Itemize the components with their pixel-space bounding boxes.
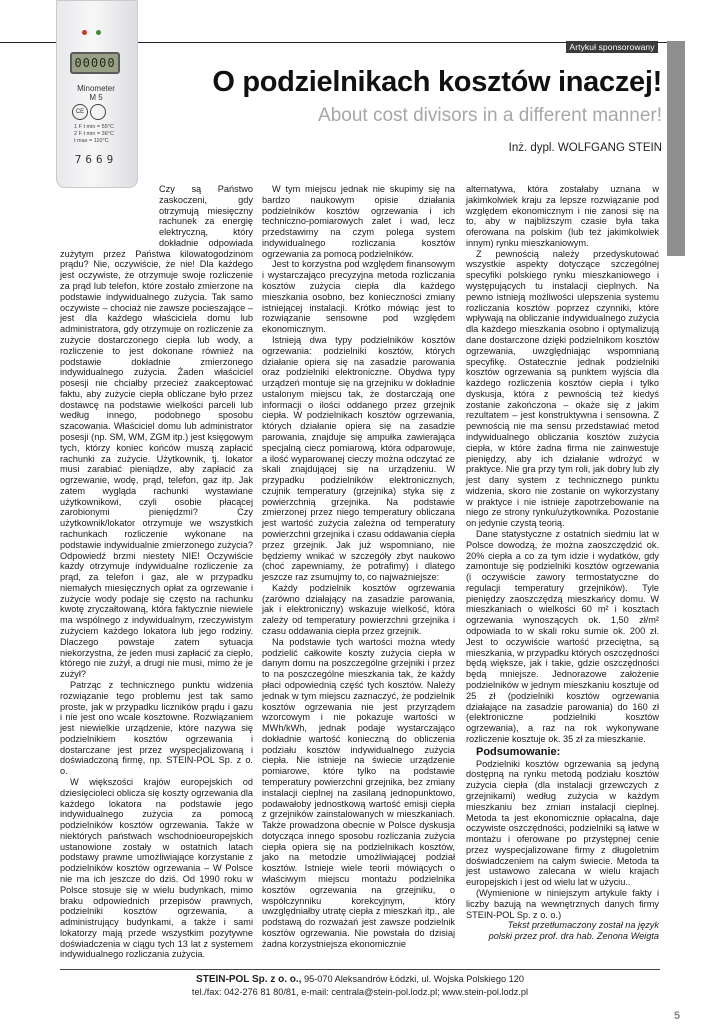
paragraph: Podzielniki kosztów ogrzewania są jedyną dostępną na rynku metodą podziału kosztów zużycia ciepła (dla instalacji grzewczych z grzejnikami) według zużycia w każdym mieszkaniu bez zmian instalacji cieplnej. Metoda ta jest ekonomicznie opłacalna, daje oczywiste oszczędności, podzielniki są łatwe w montażu i oferowane po przystępnej cenie przez wyspecjalizowane firmy z długoletnim doświadczeniem na całym świecie. Metoda ta jest ustawowo zalecana w wielu krajach europejskich i jest od wielu lat w użyciu..	[466, 758, 659, 888]
footer-contact: tel./fax: 042-276 81 80/81, e-mail: centrala@stein-pol.lodz.pl; www.stein-pol.lodz.pl	[191, 987, 529, 997]
paragraph: Jest to korzystna pod względem finansowym i wystarczająco precyzyjna metoda rozliczania kosztów zużycia ciepła dla każdego mieszkania osobno, bez konieczności zmiany istniejącej instalacji. Krótko mówiąc jest to rozwiązanie sensowne pod względem ekonomicznym.	[262, 259, 455, 335]
sponsored-tag: Artykuł sponsorowany	[566, 41, 658, 53]
paragraph: alternatywa, która zostałaby uznana w jakimkolwiek kraju za lepsze rozwiązanie pod względem ekonomicznym i nie zanosi się na to, aby w najbliższym czasie była taka oferowana na polskim (lub też jakimkolwiek innym) rynku mieszkaniowym.	[466, 184, 659, 248]
article-author: Inż. dypl. WOLFGANG STEIN	[508, 142, 662, 154]
device-serial: 7669	[74, 153, 118, 166]
article-title: O podzielnikach kosztów inaczej!	[212, 66, 662, 98]
footer-rule	[60, 969, 660, 970]
summary-heading: Podsumowanie:	[476, 745, 561, 758]
sidebar-bar	[667, 41, 685, 256]
article-subtitle: About cost divisors in a different manner!	[318, 105, 662, 126]
paragraph: Patrząc z technicznego punktu widzenia rozwiązanie tego problemu jest tak samo proste, jak w przypadku liczników prądu i gazu i nie jest ono wcale kosztowne. Rozwiązaniem jest niewielkie urządzenie, które nazywa się podzielnikiem kosztów ogrzewania i dostarczane jest przez wyspecjalizowaną i doświadczoną firmę, np. STEIN-POL Sp. z o. o.	[60, 679, 253, 777]
paragraph: Dane statystyczne z ostatnich siedmiu lat w Polsce dowodzą, że można zaoszczędzić ok. 20% ciepła a co za tym idzie i wydatków, gdy zamontuje się podzielniki kosztów ogrzewania (i oczywiście zawory termostatyczne do regulacji temperatury grzejników). Tyle pieniędzy zaoszczędzą mieszkańcy domu. W mieszkaniach o wielkości 60 m² i kosztach ogrzewania wynoszących ok. 1,50 zł/m² odpowiada to w skali roku sumie ok. 200 zł. Jest to oczywiście wartość przeciętna, są mieszkania, w przypadku których oszczędności będą większe, jak i takie, gdzie oszczędności będą mniejsze. Jednorazowe założenie podzielników w jednym mieszkaniu kosztuje od 25 zł (podzielniki kosztów ogrzewania działające na zasadzie parowania) do 160 zł (elektroniczne podzielniki kosztów ogrzewania), a raz na rok wykonywane rozliczenie kosztuje ok. 35 zł za mieszkanie.	[466, 529, 659, 744]
certification-icon	[90, 104, 106, 120]
text-column-1	[60, 184, 253, 960]
translation-credit: polski przez prof. dra hab. Zenona Weigta	[488, 931, 659, 942]
device-model-number: M 5	[89, 93, 103, 102]
text-column-3	[466, 184, 659, 942]
text-column-2	[262, 184, 455, 949]
paragraph: Na podstawie tych wartości można wtedy podzielić całkowite koszty zużycia ciepła w danym domu na poszczególne grzejniki i przez to na poszczególne mieszkania tak, że każdy płaci odpowiednią część tych kosztów. Należy jednak w tym miejscu zaznaczyć, że podzielnik kosztów ogrzewania nie jest przyrządem wzorcowym i nie pokazuje wartości w MWh/kWh, jednak podaje wystarczająco dokładnie wartość konieczną do obliczenia podziału kosztów indywidualnego zużycia ciepła. Nie istnieje na świecie urządzenie pomiarowe, które tylko na podstawie temperatury powierzchni grzejnika, bez zmiany instalacji cieplnej na zasilaną jednopunktowo, podawałoby jednostkową wartość emisji ciepła z grzejników zainstalowanych w mieszkaniach. Także prowadzona obecnie w Polsce dyskusja dotycząca innego sposobu rozliczania zużycia ciepła opiera się na podzielnikach kosztów, jako na metodzie umożliwiającej podział kosztów. Istnieje wiele teorii mówiących o właściwym miejscu montażu podzielnika kosztów ogrzewania na grzejniku, o współczynniku korekcyjnym, który uwzględniałby utratę ciepła z mieszkań itp., ale podstawą do rozważań jest zawsze podzielnik kosztów ogrzewania. Nie powstała do dzisiaj żadna korzystniejsza ekonomicznie	[262, 636, 455, 949]
footer-address	[60, 974, 660, 985]
paragraph: W tym miejscu jednak nie skupimy się na bardzo naukowym opisie działania podzielników kosztów ogrzewania i ich techniczno-pomiarowych zalet i wad, lecz przedstawimy na czym polega system indywidualnego rozliczania kosztów ogrzewania za pomocą podzielników.	[262, 184, 455, 259]
footer-company: STEIN-POL Sp. z o. o.,	[196, 974, 302, 985]
device-spec-3: t max = 110°C	[74, 138, 109, 144]
device-spec-1: 1 F t min = 55°C	[74, 124, 114, 130]
device-display: 00000	[70, 52, 120, 74]
photo-wrap-space	[60, 184, 159, 238]
paragraph: Z pewnością należy przedyskutować wszystkie aspekty dotyczące szczególnej specyfiki polskiego rynku mieszkaniowego i występujących tu instalacji cieplnych. Na pewno istnieją możliwości ulepszenia systemu rozliczania kosztów poprzez czynniki, które wpływają na obliczanie indywidualnego zużycia dla każdego mieszkania osobno i optymalizują dane dostarczone dzięki podzielnikom kosztów ogrzewania, uwzględniając wspomnianą specyfikę. Ostatecznie jednak podzielniki kosztów ogrzewania są punktem wyjścia dla każdego rozliczenia kosztów ciepła i tylko dyskusja, która z pewnością też kiedyś zostanie zakończona – okaże się z jakim rezultatem – jest konstruktywna i sensowna. Z pewnością nie ma sensu przedstawiać metod indywidualnego obliczania kosztów zużycia ciepła, w które żadna firma nie zainwestuje pieniędzy, aby ich działanie wdrożyć w praktyce. Nie gra przy tym roli, jak dobry lub zły jest dany system z technicznego punktu widzenia, skoro nie zostanie on wykorzystany w praktyce i nie istnieje zapotrzebowanie na niego ze strony rynku/użytkownika. Pozostanie on jedynie czystą teorią.	[466, 248, 659, 529]
translation-credit: Tekst przetłumaczony został na język	[507, 920, 659, 931]
ce-mark: CE	[72, 104, 88, 120]
paragraph: Każdy podzielnik kosztów ogrzewania (zarówno działający na zasadzie parowania, jak i elektroniczny) wskazuje wielkość, która zależy od temperatury powierzchni grzejnika i czasu oddawania ciepła przez grzejnik.	[262, 582, 455, 637]
device-model-name: Minometer	[77, 84, 115, 93]
heat-cost-divisor-photo	[56, 0, 138, 188]
paragraph: W większości krajów europejskich od dziesięcioleci oblicza się koszty ogrzewania dla każdego lokatora na podstawie jego indywidualnego zużycia za pomocą podzielników kosztów ogrzewania. Także w niektórych państwach wschodnioeuropejskich ustanowione zostały w ostatnich latach podstawy prawne umożliwiające korzystanie z podzielników kosztów ogrzewania – W Polsce nie ma ich jeszcze do dziś. Od 1990 roku w Polsce stosuje się w wielu budynkach, mimo braku odpowiednich przepisów prawnych, podzielniki kosztów ogrzewania, a administrujący budynkami, a także i sami lokatorzy mają przede wszystkim pozytywne doświadczenia w ciągu tych 13 lat z systemem indywidualnego rozliczania zużycia.	[60, 776, 253, 960]
paragraph: Czy są Państwo zaskoczeni, gdy otrzymują miesięczny rachunek za energię elektryczną, który dokładnie odpowiada zużytym przez Państwa kilowatogodzinom prądu? Nie, oczywiście, że nie! Dla każdego jest oczywiste, że otrzymuje swoje rozliczenie za prąd lub telefon, które zostało zmierzone na podstawie indywidualnego zużycia. Tak samo oczywiste – chociaż nie zawsze pocieszające – jest dla każdego właściciela domu lub administratora, gdy otrzymuje on rozliczenie za zużycie dostarczonego ciepła lub wody, a rozliczenie to jest dokonane również na podstawie dokładnie zmierzonego indywidualnego zużycia. Żaden właściciel posesji nie chciałby przecież zaakceptować faktu, aby zużycie ciepła obliczane było przez dostawcę na podstawie wielkości parceli lub według innego, podobnego sposobu szacowania. Właściciel domu lub administrator posesji (np. SM, WM, ZGM itp.) jest księgowym tych, którzy koniec końców muszą zapłacić rachunki za zużycie. Użytkownik, tj. lokator musi zarabiać pieniądze, aby zapłacić za ogrzewanie, wodę, prąd, telefon, gaz itp. Jak zatem wygląda rachunki wystawiane użytkownikowi, czyli osobie płacącej zarobionymi pieniędzmi? Czy użytkownik/lokator otrzymuje we wszystkich rachunkach rozliczenie wykonane na podstawie indywidualnie zmierzonego zużycia? Odpowiedź brzmi niestety NIE! Oczywiście każdy otrzymuje indywidualne rozliczenie za prąd, za telefon i gaz, ale w przypadku niemałych miesięcznych opłat za ogrzewanie i zużycie wody podaje się często na rachunku kwotę zryczałtowaną, która faktycznie niewiele ma wspólnego z indywidualnym, rzeczywistym zużyciem każdego lokatora lub jego rodziny. Dlaczego powstaje zatem sytuacja niekorzystna, że jeden musi zapłacić za ciepło, którego nie zużył, a drugi nie musi, mimo że je zużył?	[60, 184, 253, 680]
red-led-icon	[82, 30, 87, 35]
device-spec-2: 2 F t min = 36°C	[74, 131, 114, 137]
paragraph: Istnieją dwa typy podzielników kosztów ogrzewania: podzielniki kosztów, których działanie opiera się na zasadzie parowania oraz podzielniki elektroniczne. Obydwa typy urządzeń montuje się na grzejniku w dokładnie ustalonym miejscu tak, że dostarczają one informacji o ilości oddanego przez grzejnik ciepła. W podzielnikach kosztów ogrzewania, których działanie opiera się na zasadzie parowania, znajduje się ampułka zawierająca specjalną ciecz pomiarową, która odparowuje, a ilość wyparowanej cieczy można odczytać ze skali znajdującej się na urządzeniu. W przypadku podzielników elektronicznych, czujnik temperatury (grzejnika) styka się z powierzchnią grzejnika. Na podstawie zmierzonej przez niego temperatury obliczana jest wartość zużycia zależna od temperatury powierzchni grzejnika i czasu oddawania ciepła przez grzejnik. Jak już wspomniano, nie będziemy wnikać w szczegóły zbyt naukowo (choć zapewniamy, że potrafimy) i dlatego jeszcze raz zsumujmy to, co najważniejsze:	[262, 334, 455, 583]
page-number: 5	[674, 1010, 681, 1022]
paragraph: (Wymienione w niniejszym artykule fakty i liczby bazują na wewnętrznych danych firmy STEIN-POL Sp. z o. o.)	[466, 888, 659, 920]
green-led-icon	[96, 30, 101, 35]
footer-street: 95-070 Aleksandrów Łódzki, ul. Wojska Polskiego 120	[301, 974, 524, 984]
